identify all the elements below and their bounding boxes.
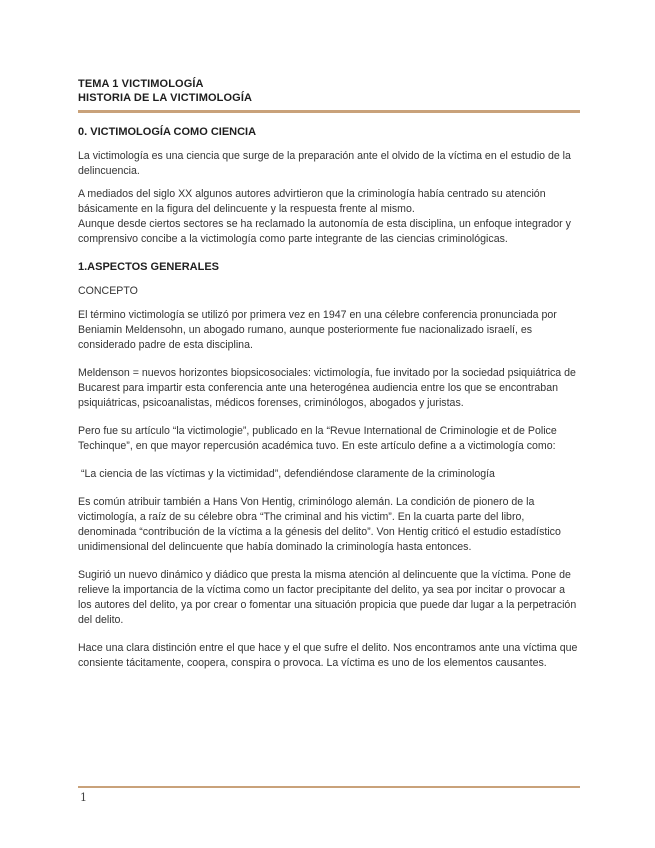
subsection-label: CONCEPTO	[78, 285, 138, 297]
section-heading-0: 0. VICTIMOLOGÍA COMO CIENCIA	[78, 126, 257, 138]
paragraph: Aunque desde ciertos sectores se ha reclamado la autonomía de esta disciplina, un enfoque integrador y comprensivo concibe a la victimología como parte integrante de las ciencias criminológicas.	[78, 218, 571, 245]
paragraph: A mediados del siglo XX algunos autores advirtieron que la criminología había centrado su atención básicamente en la figura del delincuente y la respuesta frente al mismo.	[78, 188, 546, 215]
topic-subtitle: HISTORIA DE LA VICTIMOLOGÍA	[78, 92, 253, 104]
document-header	[78, 77, 580, 105]
header-divider	[78, 110, 580, 113]
paragraph: Sugirió un nuevo dinámico y diádico que presta la misma atención al delincuente que la víctima. Pone de relieve la importancia de la víctima como un factor precipitante del delito, ya sea por incitar o provocar a los autores del delito, ya por crear o fomentar una situación propicia que puede dar lugar a la perpetración del delito.	[78, 569, 577, 626]
paragraph: Meldenson = nuevos horizontes biopsicosociales: victimología, fue invitado por la sociedad psiquiátrica de Bucarest para impartir esta conferencia ante una heterogénea audiencia entre los que se encontraban psiquiátricas, psicoanalistas, médicos forenses, criminólogos, abogados y juristas.	[78, 367, 576, 409]
topic-title: TEMA 1 VICTIMOLOGÍA	[78, 78, 204, 90]
paragraph: El término victimología se utilizó por primera vez en 1947 en una célebre conferencia pronunciada por Beniamin Meldensohn, un abogado rumano, aunque posteriormente fue nacionalizado israelí, es considerado padre de esta disciplina.	[78, 309, 557, 351]
paragraph: La victimología es una ciencia que surge de la preparación ante el olvido de la víctima en el estudio de la delincuencia.	[78, 150, 571, 177]
paragraph: Es común atribuir también a Hans Von Hentig, criminólogo alemán. La condición de pionero de la victimología, a raíz de su célebre obra “The criminal and his victim”. En la cuarta parte del libro, denominada “contribución de la víctima a la génesis del delito”. Von Hentig criticó el estudio estadístico unidimensional del delincuente que había dominado la criminología hasta entonces.	[78, 496, 561, 553]
paragraph: Pero fue su artículo “la victimologie”, publicado en la “Revue International de Criminologie et de Police Techinque”, en que mayor repercusión académica tuvo. En este artículo define a a victimología como:	[78, 425, 557, 452]
definition-quote: “La ciencia de las víctimas y la victimidad”, defendiéndose claramente de la criminología	[81, 468, 495, 480]
document-body	[78, 125, 580, 679]
section-heading-1: 1.ASPECTOS GENERALES	[78, 261, 219, 273]
paragraph: Hace una clara distinción entre el que hace y el que sufre el delito. Nos encontramos ante una víctima que consiente tácitamente, coopera, conspira o provoca. La víctima es uno de los elementos causantes.	[78, 642, 578, 669]
page-number: 1	[80, 791, 87, 804]
footer-divider	[78, 786, 580, 788]
